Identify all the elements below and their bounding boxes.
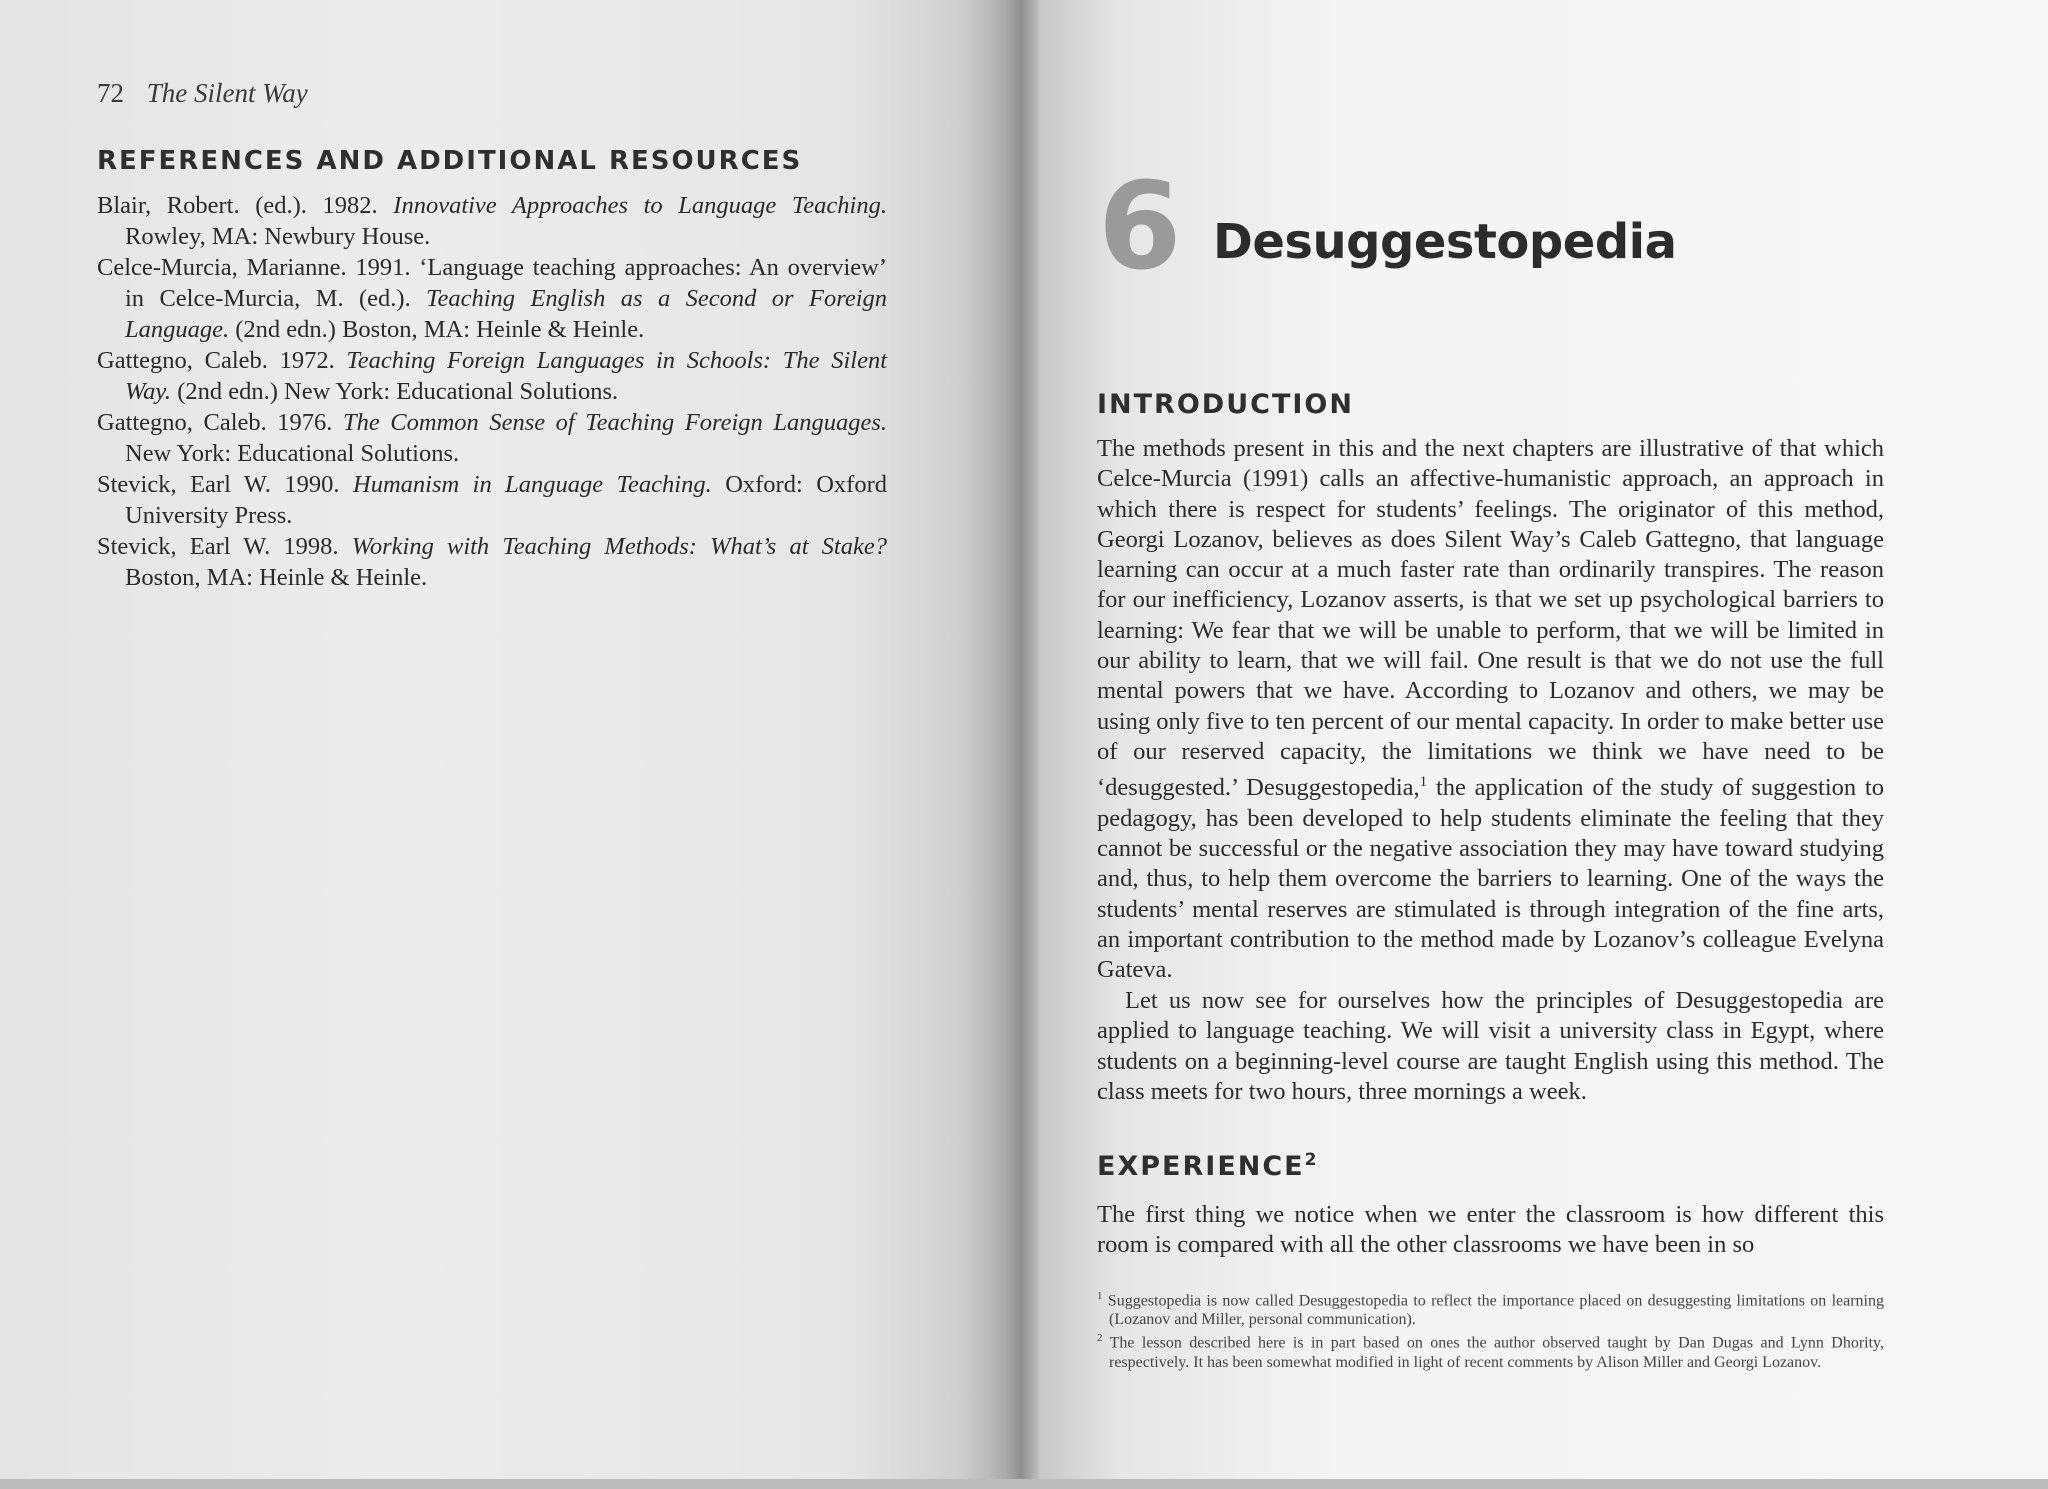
- chapter-title: Desuggestopedia: [1213, 214, 1677, 270]
- footnote: $^2$ The lesson described here is in part based on ones the author observed taught by Dan Dugas and Lynn Dhority, respectively. It has been somewhat modified in light of recent comments by Alison Miller and Georgi Lozanov.: [1097, 1332, 1884, 1371]
- footnote-marker: 1: [1419, 774, 1428, 791]
- reference-item: Stevick, Earl W. 1998. Working with Teaching Methods: What’s at Stake? Boston, MA: Heinle & Heinle.: [97, 533, 887, 591]
- running-head: [97, 78, 308, 109]
- footnote-marker: 2: [1304, 1150, 1317, 1170]
- introduction-heading: INTRODUCTION: [1097, 389, 1354, 420]
- page-edge: [0, 1479, 2048, 1489]
- experience-paragraph: The first thing we notice when we enter the classroom is how different this room is compared with all the other classrooms we have been in so: [1097, 1201, 1884, 1259]
- book-gutter: [985, 0, 1045, 1489]
- chapter-number: 6: [1098, 158, 1182, 297]
- footnotes: [1097, 1287, 1884, 1372]
- reference-item: Gattegno, Caleb. 1972. Teaching Foreign Languages in Schools: The Silent Way. (2nd edn.) New York: Educational Solutions.: [97, 347, 888, 405]
- introduction-paragraph-2: Let us now see for ourselves how the principles of Desuggestopedia are applied to language teaching. We will visit a university class in Egypt, where students on a beginning-level course are taught English using this method. The class meets for two hours, three mornings a week.: [1097, 987, 1884, 1105]
- references-heading: REFERENCES AND ADDITIONAL RESOURCES: [97, 146, 803, 176]
- running-title: The Silent Way: [146, 78, 308, 108]
- footnote: $^1$ Suggestopedia is now called Desuggestopedia to reflect the importance placed on desuggesting limitations on learning (Lozanov and Miller, personal communication).: [1097, 1290, 1884, 1329]
- reference-item: Gattegno, Caleb. 1976. The Common Sense of Teaching Foreign Languages. New York: Educational Solutions.: [97, 409, 888, 467]
- page-number: 72: [97, 78, 124, 108]
- reference-item: Stevick, Earl W. 1990. Humanism in Language Teaching. Oxford: Oxford University Press.: [97, 471, 887, 529]
- introduction-paragraph: The methods present in this and the next chapters are illustrative of that which Celce-Murcia (1991) calls an affective-humanistic approach, an approach in which there is respect for students’ feelings. The originator of this method, Georgi Lozanov, believes as does Silent Way’s Caleb Gattegno, that language learning can occur at a much faster rate than ordinarily transpires. The reason for our inefficiency, Lozanov asserts, is that we set up psychological barriers to learning: We fear that we will be unable to perform, that we will be limited in our ability to learn, that we will fail. One result is that we do not use the full mental powers that we have. According to Lozanov and others, we may be using only five to ten percent of our mental capacity. In order to make better use of our reserved capacity, the limitations we think we have need to be ‘desuggested.’ Desuggestopedia,$^1$ the application of the study of suggestion to pedagogy, has been developed to help students eliminate the feeling that they cannot be successful or the negative association they may have toward studying and, thus, to help them overcome the barriers to learning. One of the ways the students’ mental reserves are stimulated is through integration of the fine arts, an important contribution to the method made by Lozanov’s colleague Evelyna Gateva.: [1097, 435, 1884, 984]
- reference-item: Blair, Robert. (ed.). 1982. Innovative Approaches to Language Teaching. Rowley, MA: Newbury House.: [97, 192, 887, 250]
- experience-heading: EXPERIENCE$^2$: [1097, 1150, 1317, 1182]
- reference-item: Celce-Murcia, Marianne. 1991. ‘Language teaching approaches: An overview’ in Celce-Murcia, M. (ed.). Teaching English as a Second or Foreign Language. (2nd edn.) Boston, MA: Heinle & Heinle.: [97, 254, 887, 343]
- references-list: [97, 190, 887, 593]
